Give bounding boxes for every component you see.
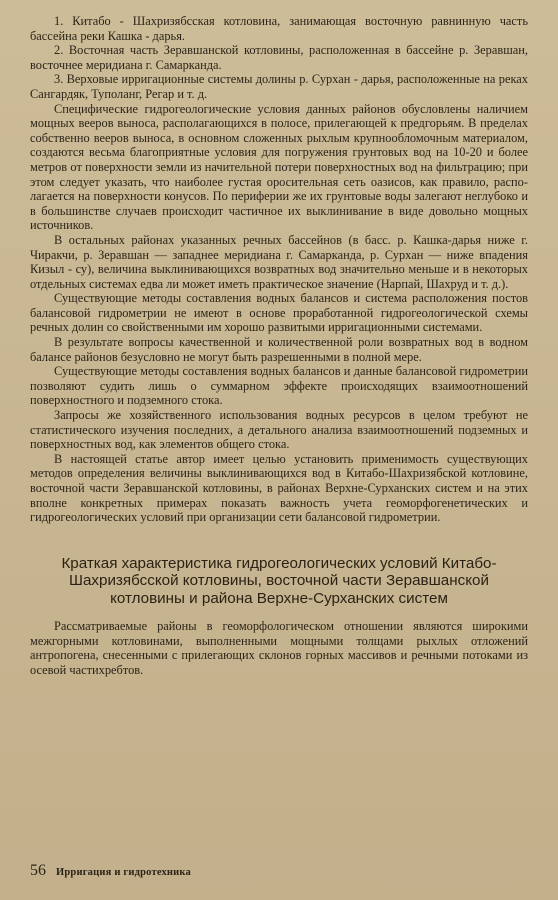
body-text [30,14,528,525]
section-heading: Краткая характеристика гидрогеологических условий Китабо-Шахризябсской котловины, восточной части Зеравшанской котловины и района Верхне-Сурханских систем [61,554,497,607]
paragraph: В настоящей статье автор имеет целью установить применимость существующих методов определения величины выклинивающихся вод в Китабо-Шахризябской котловине, восточной части Зеравшанской котловины, в районах Верхне-Сурханских систем и на этих вполне конкретных примерах показать важность учета геоморфогенетических и гидрогеологических условий при организации сети балансовой гидрометрии. [30,451,528,525]
page-number: 56 [30,862,46,879]
list-item-2: 2. Восточная часть Зеравшанской котловины, расположенная в бассейне р. Зеравшан, восточнее меридиана г. Самарканда. [30,43,528,72]
paragraph: Существующие методы составления водных балансов и система расположения постов балансовой гидрометрии не имеют в основе проработанной гидрогеологической схемы речных долин со свойственными им хорошо развитыми ирригационными системами. [30,291,528,335]
paragraph: В остальных районах указанных речных бассейнов (в басс. р. Кашка-дарья ниже г. Чиракчи, р. Зеравшан — западнее меридиана г. Самарканда, р. Сурхан — ниже впадения Кизыл - су), величина выклинивающихся возвратных вод значительно меньше и в некоторых отдельных системах едва ли может иметь практическое значение (Нарпай, Шахруд и т. д.). [30,232,528,291]
section-paragraph: Рассматриваемые районы в геоморфологическом отношении являются широкими межгорными котловинами, выполненными мощными толщами рыхлых отложений антропогена, снесенными с прилегающих склонов горных массивов и речными потоками из осевой частихребтов. [30,619,528,678]
list-item-3: 3. Верховые ирригационные системы долины р. Сурхан - дарья, расположенные на реках Сангардяк, Туполанг, Регар и т. д. [30,72,528,101]
paragraph: Существующие методы составления водных балансов и данные балансовой гидрометрии позволяют судить лишь о суммарном эффекте происходящих взаимоотношений поверхностного и подземного стока. [30,364,528,408]
paragraph: Запросы же хозяйственного использования водных ресурсов в целом требуют не статистического изучения последних, а детального анализа взаимоотношений подземных и поверхностных вод, как элементов общего стока. [30,408,528,452]
paragraph: Специфические гидрогеологические условия данных районов обусловлены наличием мощных вееров выноса, располагающихся в полосе, прилегающей к предгорьям. В пределах собственно вееров выноса, в основном сложенных рыхлым крупнообломочным материалом, создаются весьма благоприятные условия для погружения грунтовых вод на 10-20 и более метров от поверхности земли из начительной потери поверхностных вод на фильтрацию; при этом следует указать, что наиболее густая оросительная сеть оазисов, как правило, располагается на поверхности конусов. По периферии же их грунтовые воды залегают неглубоко и в большинстве случаев происходит частичное их выклинивание в виде довольно мощных источников. [30,101,528,233]
list-item-1: 1. Китабо - Шахризябсская котловина, занимающая восточную равнинную часть бассейна реки Кашка - дарья. [30,14,528,43]
paragraph: В результате вопросы качественной и количественной роли возвратных вод в водном балансе районов безусловно не могут быть разрешенными в полной мере. [30,335,528,364]
page-footer [30,862,191,880]
running-title: Ирригация и гидротехника [56,867,191,878]
